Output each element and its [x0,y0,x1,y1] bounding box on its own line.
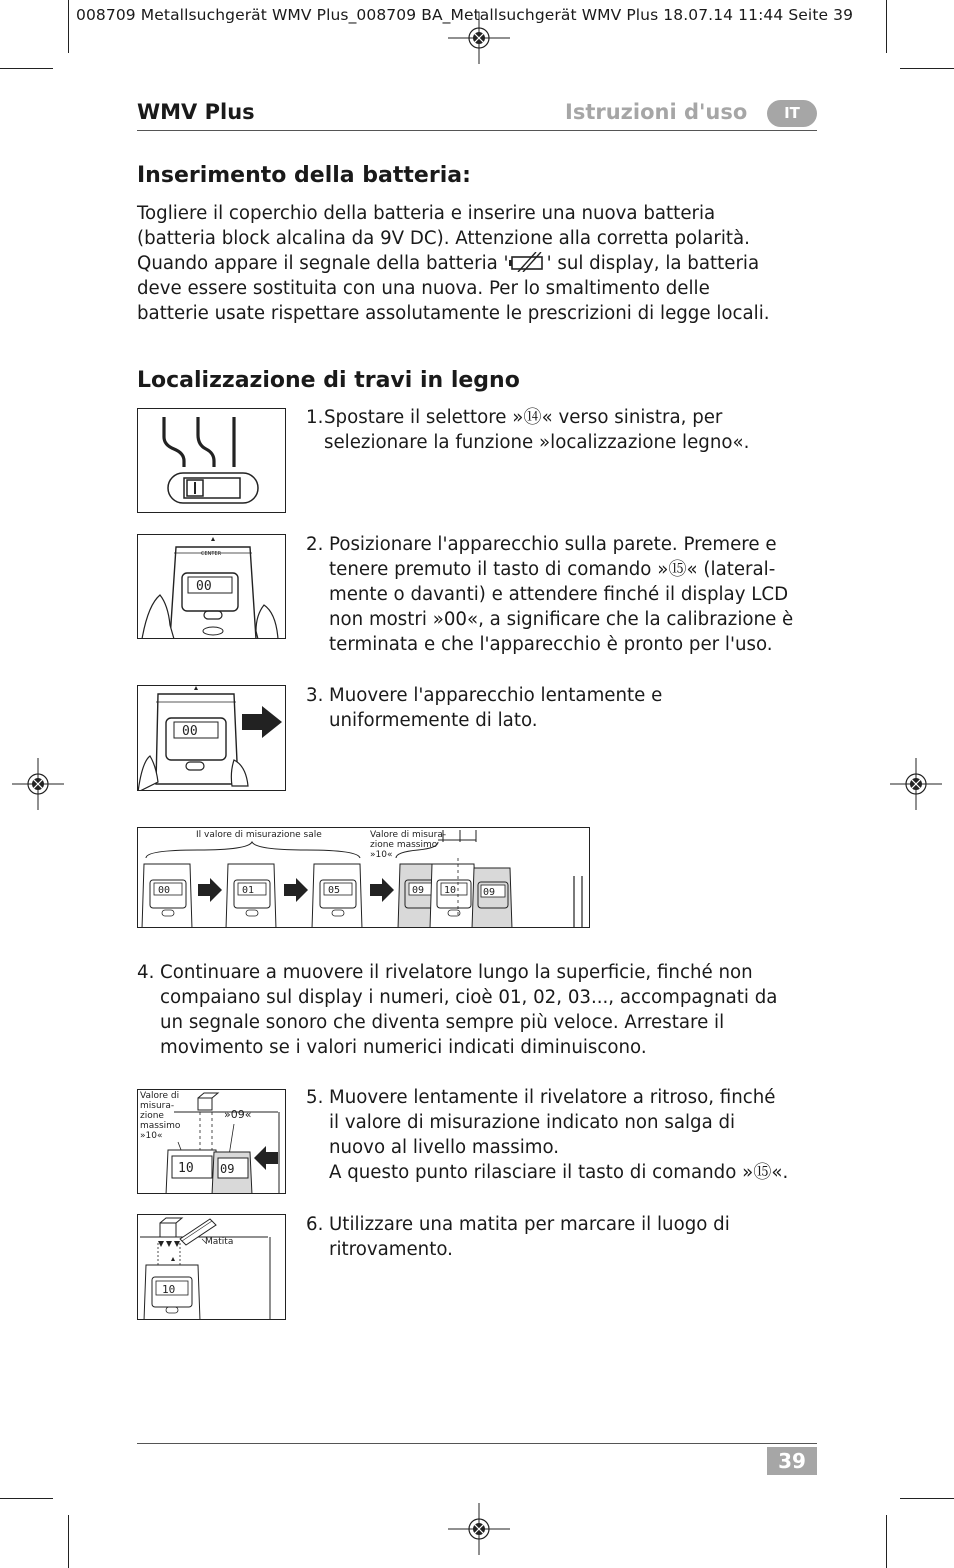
step-5: 5. Muovere lentamente il rivelatore a ritroso, finché il valore di misurazione indicato non salga di nuovo al livello massimo. A questo punto rilasciare il tasto di comando »⑮«. [306,1087,789,1183]
svg-text:01: 01 [242,885,255,896]
svg-text:09: 09 [412,885,425,896]
battery-paragraph: Togliere il coperchio della batteria e inserire una nuova batteria (batteria block alcalina da 9V DC). Attenzione alla corretta polarità. Quando appare il segnale della batteria ' ' sul display, la batteria deve essere sostituita con una nuova. Per lo smaltimento delle batterie usate rispettare assolutamente le prescrizioni di legge locali. [137,203,770,324]
step-2: 2. Posizionare l'apparecchio sulla parete. Premere e tenere premuto il tasto di comando »⑮« (lateral- mente o davanti) e attendere finché il display LCD non mostri »00«, a significare che la calibrazione è terminata e che l'apparecchio è pronto per l'uso. [306,534,794,655]
header-rule [137,130,817,131]
svg-text:10: 10 [178,1161,194,1176]
measurement-sequence-illustration [138,828,590,928]
right-arrow-icon [284,878,308,902]
right-arrow-icon [242,706,282,738]
svg-text:05: 05 [328,885,341,896]
figure-selector [137,408,286,513]
device-move-illustration [138,686,286,791]
svg-text:00: 00 [158,885,171,896]
label-value-09: »09« [224,1108,252,1121]
lcd-readout: 00 [196,579,212,594]
figure-move [137,685,286,791]
wood-heading: Localizzazione di travi in legno [137,368,520,393]
language-badge: IT [767,100,817,127]
svg-text:09: 09 [483,887,496,898]
svg-text:09: 09 [220,1162,235,1176]
svg-text:10: 10 [444,885,457,896]
registration-mark-left [12,758,64,810]
registration-mark-bottom [448,1503,510,1555]
selector-switch-illustration [138,409,286,513]
label-max-value: Valore di misura- zione massimo »10« [370,830,447,860]
label-max-value-5: Valore di misura- zione massimo »10« [140,1091,181,1141]
label-rising: Il valore di misurazione sale [196,830,322,840]
printer-slug: 008709 Metallsuchgerät WMV Plus_008709 BA_Metallsuchgerät WMV Plus 18.07.14 11:44 Seite 39 [76,6,854,24]
figure-sequence [137,827,590,928]
step-4: 4. Continuare a muovere il rivelatore lungo la superficie, finché non compaiano sul display i numeri, cioè 01, 02, 03..., accompagnati da un segnale sonoro che diventa sempre più veloce. Arrestare il movimento se i valori numerici indicati diminuiscono. [137,962,778,1058]
product-name: WMV Plus [137,100,255,124]
footer-rule [137,1443,817,1444]
figure-calibration: 00 CENTER [137,534,286,639]
svg-text:10: 10 [162,1283,176,1296]
registration-mark-top [448,12,510,64]
svg-text:00: 00 [182,724,198,739]
page-number: 39 [767,1447,817,1475]
right-arrow-icon [370,878,394,902]
step-6: 6. Utilizzare una matita per marcare il luogo di ritrovamento. [306,1214,730,1260]
battery-heading: Inserimento della batteria: [137,163,471,188]
right-arrow-icon [198,878,222,902]
section-title: Istruzioni d'uso [565,100,748,124]
figure-mark-pencil [137,1214,286,1320]
pencil-marking-illustration [138,1215,286,1320]
label-pencil: Matita [205,1237,234,1247]
figure-backtrack [137,1089,286,1194]
step-3: 3. Muovere l'apparecchio lentamente e uniformemente di lato. [306,685,663,731]
step-1: 1. Spostare il selettore »⑭« verso sinistra, per selezionare la funzione »localizzazione legno«. [306,407,750,453]
left-arrow-icon [254,1146,278,1170]
battery-low-icon [509,252,547,272]
registration-mark-right [890,758,942,810]
